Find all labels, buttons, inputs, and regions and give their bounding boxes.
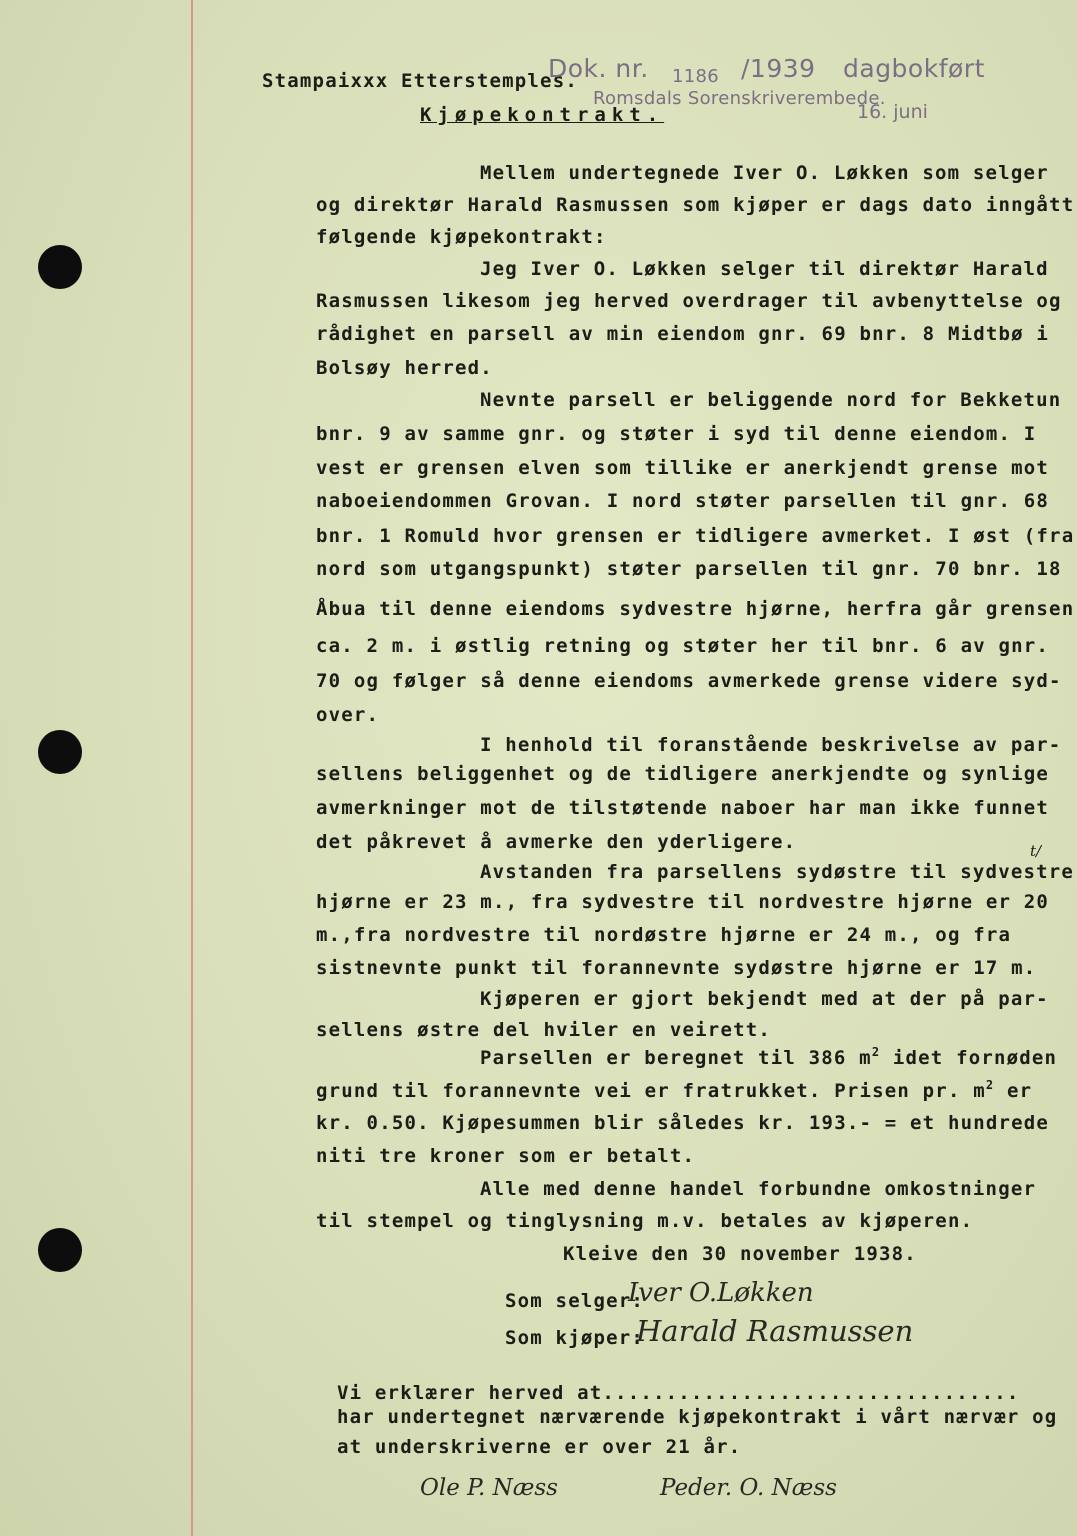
text-line: bnr. 9 av samme gnr. og støter i syd til denne eiendom. I bbox=[316, 423, 1037, 445]
text-line: Avstanden fra parsellens sydøstre til sydvestre bbox=[480, 861, 1075, 883]
registered-stamp: dagbokført bbox=[843, 54, 985, 83]
text-line: følgende kjøpekontrakt: bbox=[316, 226, 607, 248]
witness-statement: Vi erklærer herved at................................. bbox=[337, 1382, 1020, 1404]
text-line: bnr. 1 Romuld hvor grensen er tidligere avmerket. I øst (fra bbox=[316, 525, 1075, 547]
date-stamp: 16. juni bbox=[857, 101, 928, 123]
text-line: Mellem undertegnede Iver O. Løkken som selger bbox=[480, 162, 1049, 184]
doc-number-stamp: 1186 bbox=[672, 66, 720, 87]
text-line: over. bbox=[316, 704, 380, 726]
text-line: Nevnte parsell er beliggende nord for Bekketun bbox=[480, 389, 1062, 411]
text-line: ca. 2 m. i østlig retning og støter her til bnr. 6 av gnr. bbox=[316, 635, 1050, 657]
doc-label-stamp: Dok. nr. bbox=[548, 54, 649, 83]
text-line: og direktør Harald Rasmussen som kjøper er dags dato inngått bbox=[316, 194, 1075, 216]
seller-signature: Iver O.Løkken bbox=[628, 1278, 814, 1308]
text-line: I henhold til foranstående beskrivelse av par- bbox=[480, 734, 1062, 756]
text-segment: idet fornøden bbox=[880, 1047, 1058, 1069]
witness-signature-2: Peder. O. Næss bbox=[660, 1475, 837, 1501]
superscript: 2 bbox=[871, 1045, 881, 1059]
superscript: 2 bbox=[985, 1078, 995, 1092]
text-line: vest er grensen elven som tillike er anerkjendt grense mot bbox=[316, 457, 1050, 479]
document-title: Kjøpekontrakt. bbox=[420, 104, 665, 126]
buyer-label: Som kjøper: bbox=[505, 1327, 645, 1349]
text-line-price bbox=[316, 1080, 1032, 1102]
text-line: Jeg Iver O. Løkken selger til direktør Harald bbox=[480, 258, 1049, 280]
text-line: Rasmussen likesom jeg herved overdrager til avbenyttelse og bbox=[316, 290, 1062, 312]
header-prefix: Stampaixxx Etterstemples. bbox=[262, 70, 578, 92]
punch-hole bbox=[38, 730, 82, 774]
text-line: sellens beliggenhet og de tidligere anerkjendte og synlige bbox=[316, 763, 1050, 785]
witness-statement: har undertegnet nærværende kjøpekontrakt i vårt nærvær og bbox=[337, 1406, 1058, 1428]
page-fold-edge bbox=[191, 0, 193, 1536]
text-line: Kjøperen er gjort bekjendt med at der på par- bbox=[480, 988, 1049, 1010]
text-line: niti tre kroner som er betalt. bbox=[316, 1145, 696, 1167]
text-line: Åbua til denne eiendoms sydvestre hjørne, herfra går grensen bbox=[316, 598, 1075, 620]
text-line: Alle med denne handel forbundne omkostninger bbox=[480, 1178, 1037, 1200]
buyer-signature: Harald Rasmussen bbox=[636, 1314, 914, 1348]
text-segment: er bbox=[994, 1080, 1033, 1102]
text-line: naboeiendommen Grovan. I nord støter parsellen til gnr. 68 bbox=[316, 490, 1050, 512]
place-date-line: Kleive den 30 november 1938. bbox=[563, 1243, 917, 1265]
doc-year-stamp: /1939 bbox=[741, 54, 816, 83]
text-line: Bolsøy herred. bbox=[316, 357, 493, 379]
punch-hole bbox=[38, 245, 82, 289]
seller-label: Som selger: bbox=[505, 1290, 645, 1312]
text-line: hjørne er 23 m., fra sydvestre til nordvestre hjørne er 20 bbox=[316, 891, 1050, 913]
text-line: 70 og følger så denne eiendoms avmerkede grense videre syd- bbox=[316, 670, 1062, 692]
text-line: til stempel og tinglysning m.v. betales av kjøperen. bbox=[316, 1210, 974, 1232]
text-line-area bbox=[480, 1047, 1057, 1069]
text-line: sellens østre del hviler en veirett. bbox=[316, 1019, 772, 1041]
text-line: nord som utgangspunkt) støter parsellen til gnr. 70 bnr. 18 bbox=[316, 558, 1062, 580]
correction-mark: t/ bbox=[1030, 842, 1042, 860]
text-line: rådighet en parsell av min eiendom gnr. 69 bnr. 8 Midtbø i bbox=[316, 323, 1050, 345]
text-segment: grund til forannevnte vei er fratrukket. Prisen pr. m bbox=[316, 1080, 986, 1102]
text-line: det påkrevet å avmerke den yderligere. bbox=[316, 831, 797, 853]
text-line: sistnevnte punkt til forannevnte sydøstre hjørne er 17 m. bbox=[316, 957, 1037, 979]
witness-signature-1: Ole P. Næss bbox=[420, 1475, 558, 1501]
text-line: kr. 0.50. Kjøpesummen blir således kr. 193.- = et hundrede bbox=[316, 1112, 1050, 1134]
punch-hole bbox=[38, 1228, 82, 1272]
text-line: avmerkninger mot de tilstøtende naboer har man ikke funnet bbox=[316, 797, 1050, 819]
office-stamp: Romsdals Sorenskriverembede. bbox=[593, 88, 886, 109]
witness-statement: at underskriverne er over 21 år. bbox=[337, 1436, 742, 1458]
text-line: m.,fra nordvestre til nordøstre hjørne er 24 m., og fra bbox=[316, 924, 1012, 946]
text-segment: Parsellen er beregnet til 386 m bbox=[480, 1047, 872, 1069]
